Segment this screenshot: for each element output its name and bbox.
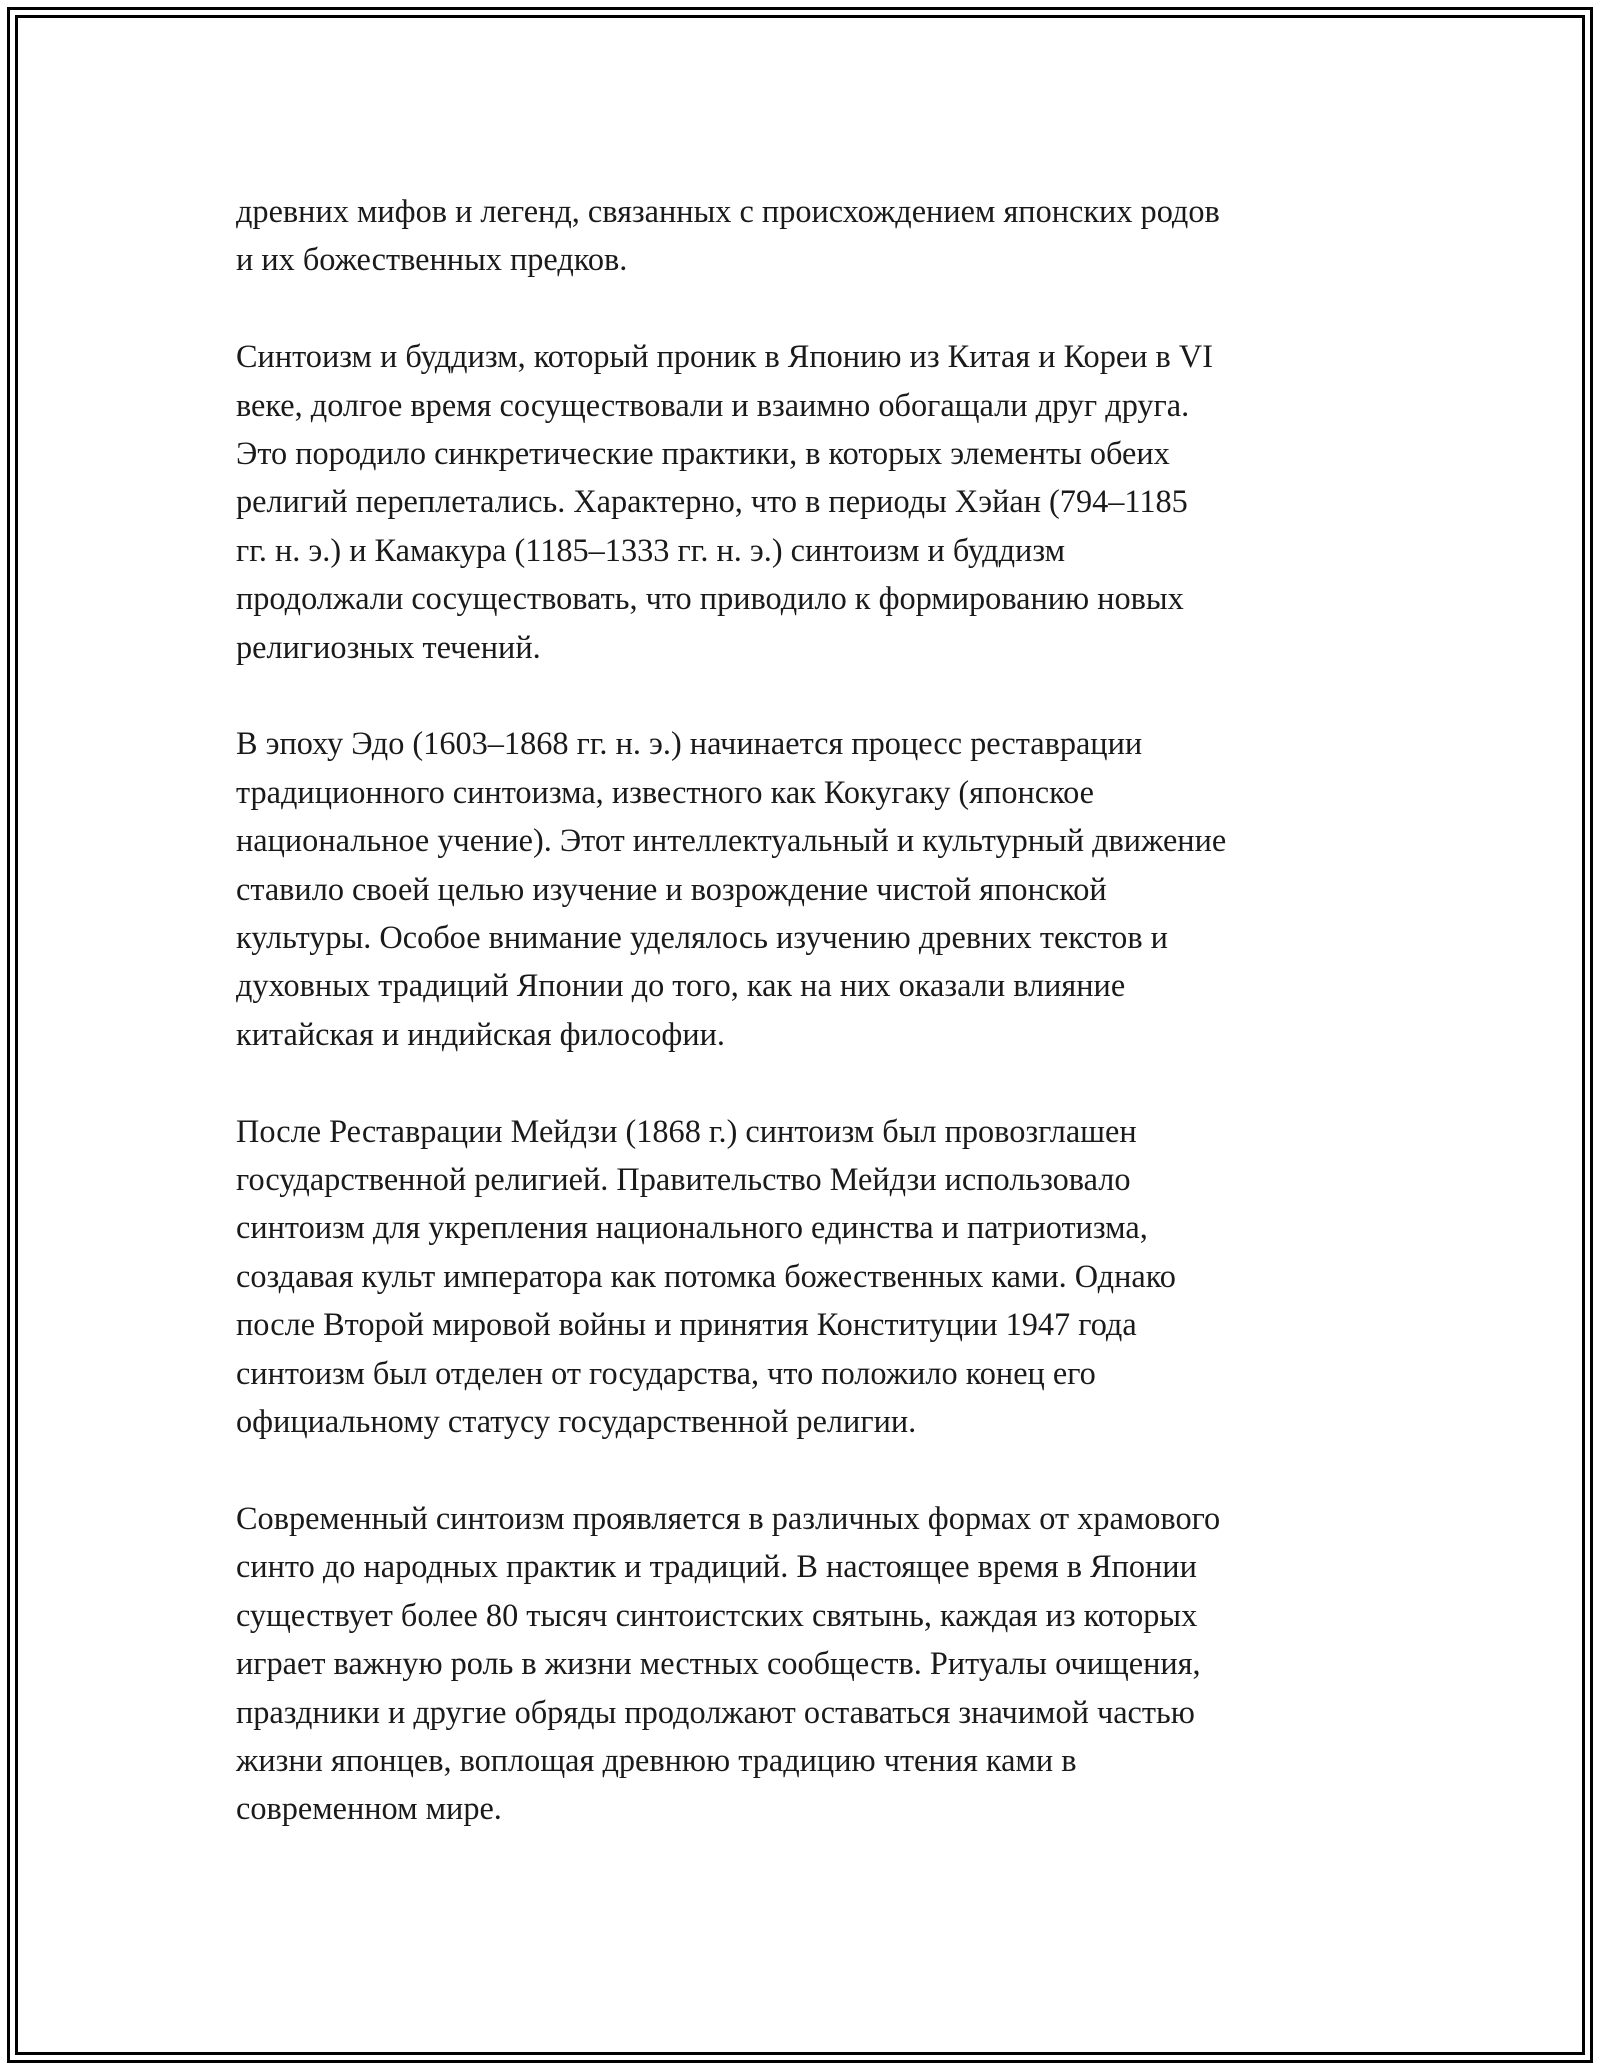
text-line: духовных традиций Японии до того, как на них оказали влияние <box>236 967 1126 1004</box>
text-line: современном мире. <box>236 1790 502 1827</box>
text-line: культуры. Особое внимание уделялось изучению древних текстов и <box>236 919 1168 956</box>
text-line: продолжали сосуществовать, что приводило к формированию новых <box>236 580 1184 617</box>
text-line: и их божественных предков. <box>236 241 628 278</box>
text-line: древних мифов и легенд, связанных с происхождением японских родов <box>236 193 1220 229</box>
text-line: Это породило синкретические практики, в которых элементы обеих <box>236 435 1170 472</box>
text-line: национальное учение). Этот интеллектуальный и культурный движение <box>236 822 1227 859</box>
text-line: После Реставрации Мейдзи (1868 г.) синтоизм был провозглашен <box>236 1112 1137 1149</box>
paragraph-5 <box>236 1494 1376 1833</box>
text-line: праздники и другие обряды продолжают оставаться значимой частью <box>236 1693 1195 1730</box>
text-line: государственной религией. Правительство Мейдзи использовало <box>236 1161 1131 1198</box>
paragraph-1 <box>236 187 1376 284</box>
paragraph-4 <box>236 1107 1376 1446</box>
text-line: Современный синтоизм проявляется в различных формах от храмового <box>236 1499 1221 1536</box>
text-line: религиозных течений. <box>236 628 541 665</box>
text-line: веке, долгое время сосуществовали и взаимно обогащали друг друга. <box>236 386 1190 423</box>
text-line: синтоизм для укрепления национального единства и патриотизма, <box>236 1209 1148 1246</box>
paragraph-3 <box>236 719 1376 1058</box>
text-line: создавая культ императора как потомка божественных ками. Однако <box>236 1257 1176 1294</box>
text-line: религий переплетались. Характерно, что в периоды Хэйан (794–1185 <box>236 483 1188 520</box>
text-line: официальному статусу государственной религии. <box>236 1403 917 1440</box>
document-body <box>236 187 1376 1833</box>
text-line: после Второй мировой войны и принятия Конституции 1947 года <box>236 1306 1137 1343</box>
text-line: Синтоизм и буддизм, который проник в Японию из Китая и Кореи в VI <box>236 338 1213 375</box>
text-line: синто до народных практик и традиций. В настоящее время в Японии <box>236 1548 1197 1585</box>
text-line: китайская и индийская философии. <box>236 1015 725 1052</box>
text-line: традиционного синтоизма, известного как Кокугаку (японское <box>236 773 1095 810</box>
text-line: играет важную роль в жизни местных сообществ. Ритуалы очищения, <box>236 1645 1201 1682</box>
text-line: В эпоху Эдо (1603–1868 гг. н. э.) начинается процесс реставрации <box>236 725 1143 762</box>
text-line: существует более 80 тысяч синтоистских святынь, каждая из которых <box>236 1596 1198 1633</box>
text-line: ставило своей целью изучение и возрождение чистой японской <box>236 870 1107 907</box>
text-line: гг. н. э.) и Камакура (1185–1333 гг. н. э.) синтоизм и буддизм <box>236 531 1066 568</box>
paragraph-2 <box>236 332 1376 671</box>
text-line: синтоизм был отделен от государства, что положило конец его <box>236 1354 1096 1391</box>
text-line: жизни японцев, воплощая древнюю традицию чтения ками в <box>236 1741 1077 1778</box>
